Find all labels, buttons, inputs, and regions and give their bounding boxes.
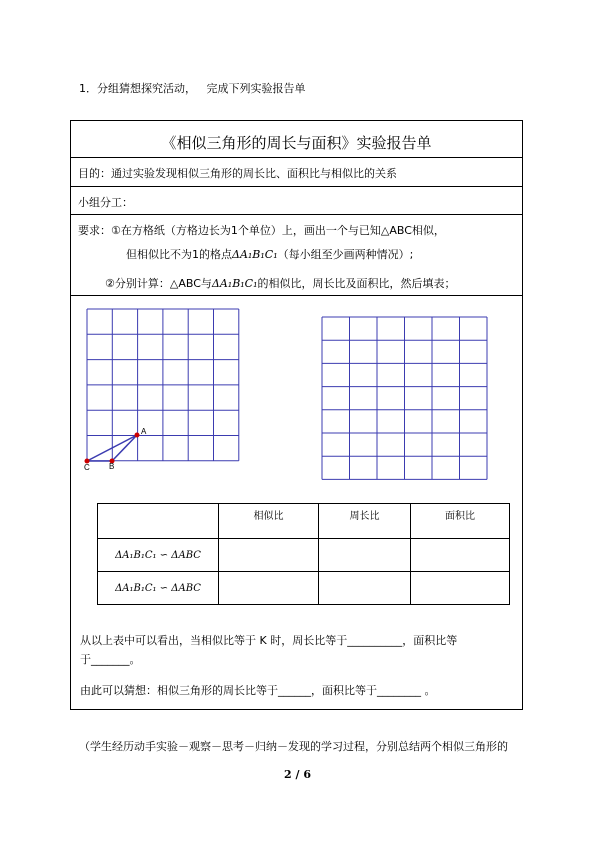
- results-table: [97, 503, 510, 605]
- label-c: C: [84, 463, 90, 471]
- label-a: A: [141, 427, 147, 436]
- divider: [71, 157, 522, 158]
- empty-grid: [320, 315, 490, 483]
- table-row: [98, 572, 510, 605]
- table-cell[interactable]: [219, 572, 319, 605]
- conclusion-line-2: 于_______。: [80, 653, 141, 666]
- table-header-row: [98, 504, 510, 539]
- table-header: 面积比: [411, 504, 510, 539]
- table-cell[interactable]: [411, 539, 510, 572]
- table-row: [98, 539, 510, 572]
- report-form: [70, 120, 523, 710]
- row-label: ΔA₁B₁C₁ ∽ ΔABC: [98, 539, 219, 572]
- table-cell[interactable]: [219, 539, 319, 572]
- table-cell[interactable]: [319, 572, 411, 605]
- purpose-text: 目的：通过实验发现相似三角形的周长比、面积比与相似比的关系: [78, 167, 397, 180]
- row-label: ΔA₁B₁C₁ ∽ ΔABC: [98, 572, 219, 605]
- table-cell[interactable]: [411, 572, 510, 605]
- conclusion-line-1: 从以上表中可以看出，当相似比等于 K 时，周长比等于__________，面积比等: [80, 634, 458, 647]
- footer-note: （学生经历动手实验－观察－思考－归纳－发现的学习过程，分别总结两个相似三角形的: [79, 740, 508, 753]
- point-a: [135, 433, 140, 438]
- division-label: 小组分工：: [78, 196, 133, 209]
- triangle-a1b1c1: ΔA₁B₁C₁: [232, 248, 278, 261]
- report-title: 《相似三角形的周长与面积》实验报告单: [161, 134, 432, 152]
- label-b: B: [109, 462, 115, 471]
- conjecture-line: 由此可以猜想：相似三角形的周长比等于______，面积比等于________ 。: [80, 684, 436, 697]
- divider: [71, 295, 522, 296]
- requirement-1-cont: 但相似比不为1的格点ΔA₁B₁C₁（每小组至少画两种情况）;: [126, 248, 414, 261]
- divider: [71, 186, 522, 187]
- table-header: [98, 504, 219, 539]
- triangle-a1b1c1: ΔA₁B₁C₁: [211, 277, 258, 290]
- divider: [71, 214, 522, 215]
- table-cell[interactable]: [319, 539, 411, 572]
- intro-text: 1．分组猜想探究活动， 完成下列实验报告单: [79, 82, 306, 95]
- table-header: 相似比: [219, 504, 319, 539]
- requirement-2: ②分别计算：△ABC与ΔA₁B₁C₁的相似比，周长比及面积比，然后填表；: [105, 277, 456, 290]
- page-number: 2 / 6: [284, 768, 311, 781]
- table-header: 周长比: [319, 504, 411, 539]
- grid-with-triangle: [83, 306, 243, 471]
- requirement-1: 要求：①在方格纸（方格边长为1个单位）上，画出一个与已知△ABC相似，: [78, 224, 445, 237]
